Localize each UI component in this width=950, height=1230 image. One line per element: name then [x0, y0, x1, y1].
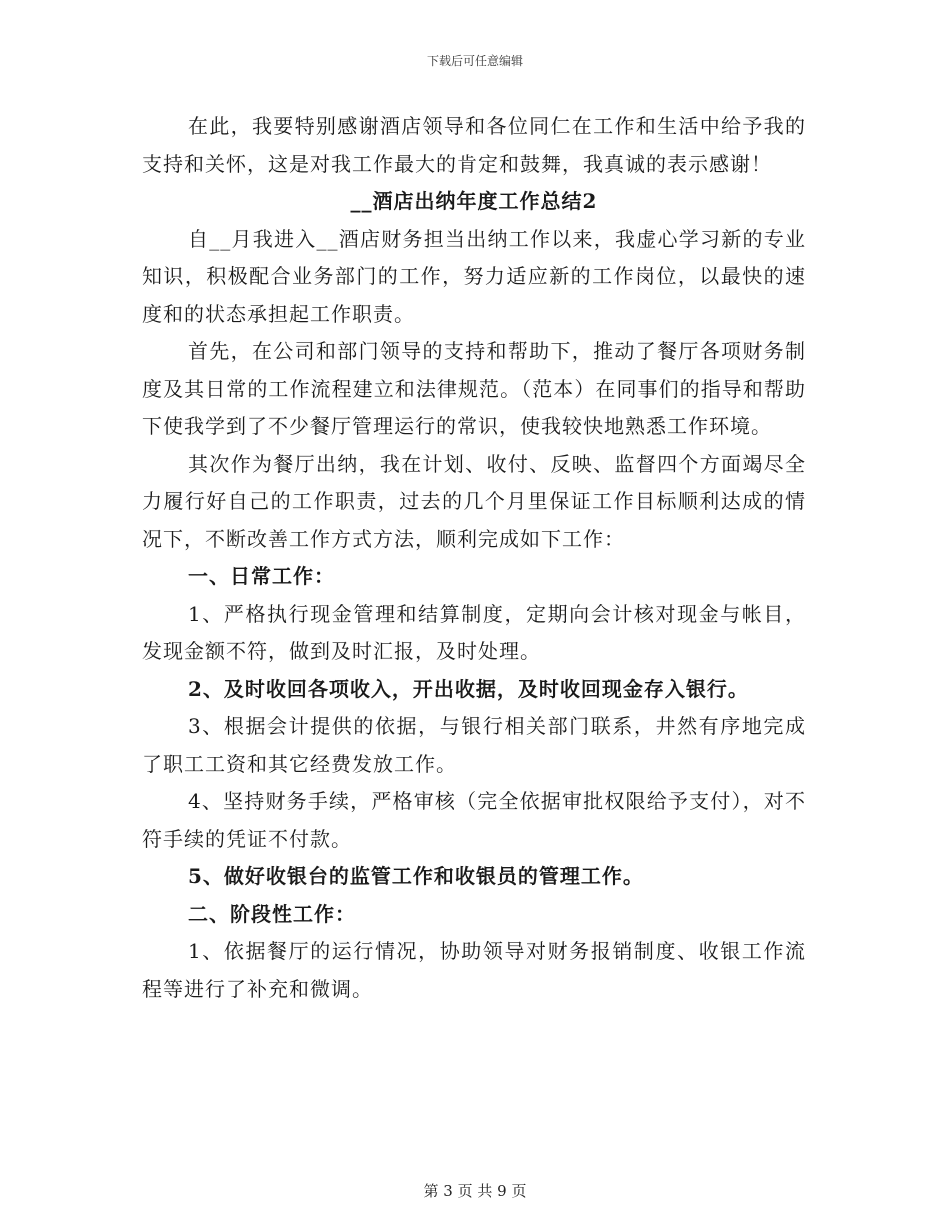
document-body: [142, 108, 806, 1008]
list-item-5: 5、做好收银台的监管工作和收银员的管理工作。: [188, 864, 644, 888]
heading-phase-work: 二、阶段性工作：: [188, 901, 356, 926]
paragraph-thanks: 在此，我要特别感谢酒店领导和各位同仁在工作和生活中给予我的支持和关怀，这是对我工作最大的肯定和鼓舞，我真诚的表示感谢！: [142, 114, 806, 176]
list-item-3: 3、根据会计提供的依据，与银行相关部门联系，井然有序地完成了职工工资和其它经费发放工作。: [142, 714, 806, 776]
section-title: __酒店出纳年度工作总结2: [350, 189, 598, 213]
paragraph-intro: 自__月我进入__酒店财务担当出纳工作以来，我虚心学习新的专业知识，积极配合业务部门的工作，努力适应新的工作岗位，以最快的速度和的状态承担起工作职责。: [142, 226, 806, 326]
list-item-6: 1、依据餐厅的运行情况，协助领导对财务报销制度、收银工作流程等进行了补充和微调。: [142, 939, 806, 1001]
list-item-4: 4、坚持财务手续，严格审核（完全依据审批权限给予支付），对不符手续的凭证不付款。: [142, 789, 806, 851]
page-number: 第 3 页 共 9 页: [423, 1182, 527, 1200]
page-header-note: 下载后可任意编辑: [426, 54, 523, 68]
list-item-2: 2、及时收回各项收入，开出收据，及时收回现金存入银行。: [188, 676, 749, 701]
paragraph-second: 其次作为餐厅出纳，我在计划、收付、反映、监督四个方面竭尽全力履行好自己的工作职责，过去的几个月里保证工作目标顺利达成的情况下，不断改善工作方式方法，顺利完成如下工作：: [142, 451, 806, 551]
list-item-1: 1、严格执行现金管理和结算制度，定期向会计核对现金与帐目，发现金额不符，做到及时汇报，及时处理。: [142, 601, 806, 663]
paragraph-first: 首先，在公司和部门领导的支持和帮助下，推动了餐厅各项财务制度及其日常的工作流程建立和法律规范。（范本）在同事们的指导和帮助下使我学到了不少餐厅管理运行的常识，使我较快地熟悉工作环境。: [142, 339, 806, 438]
heading-daily-work: 一、日常工作：: [188, 564, 335, 588]
